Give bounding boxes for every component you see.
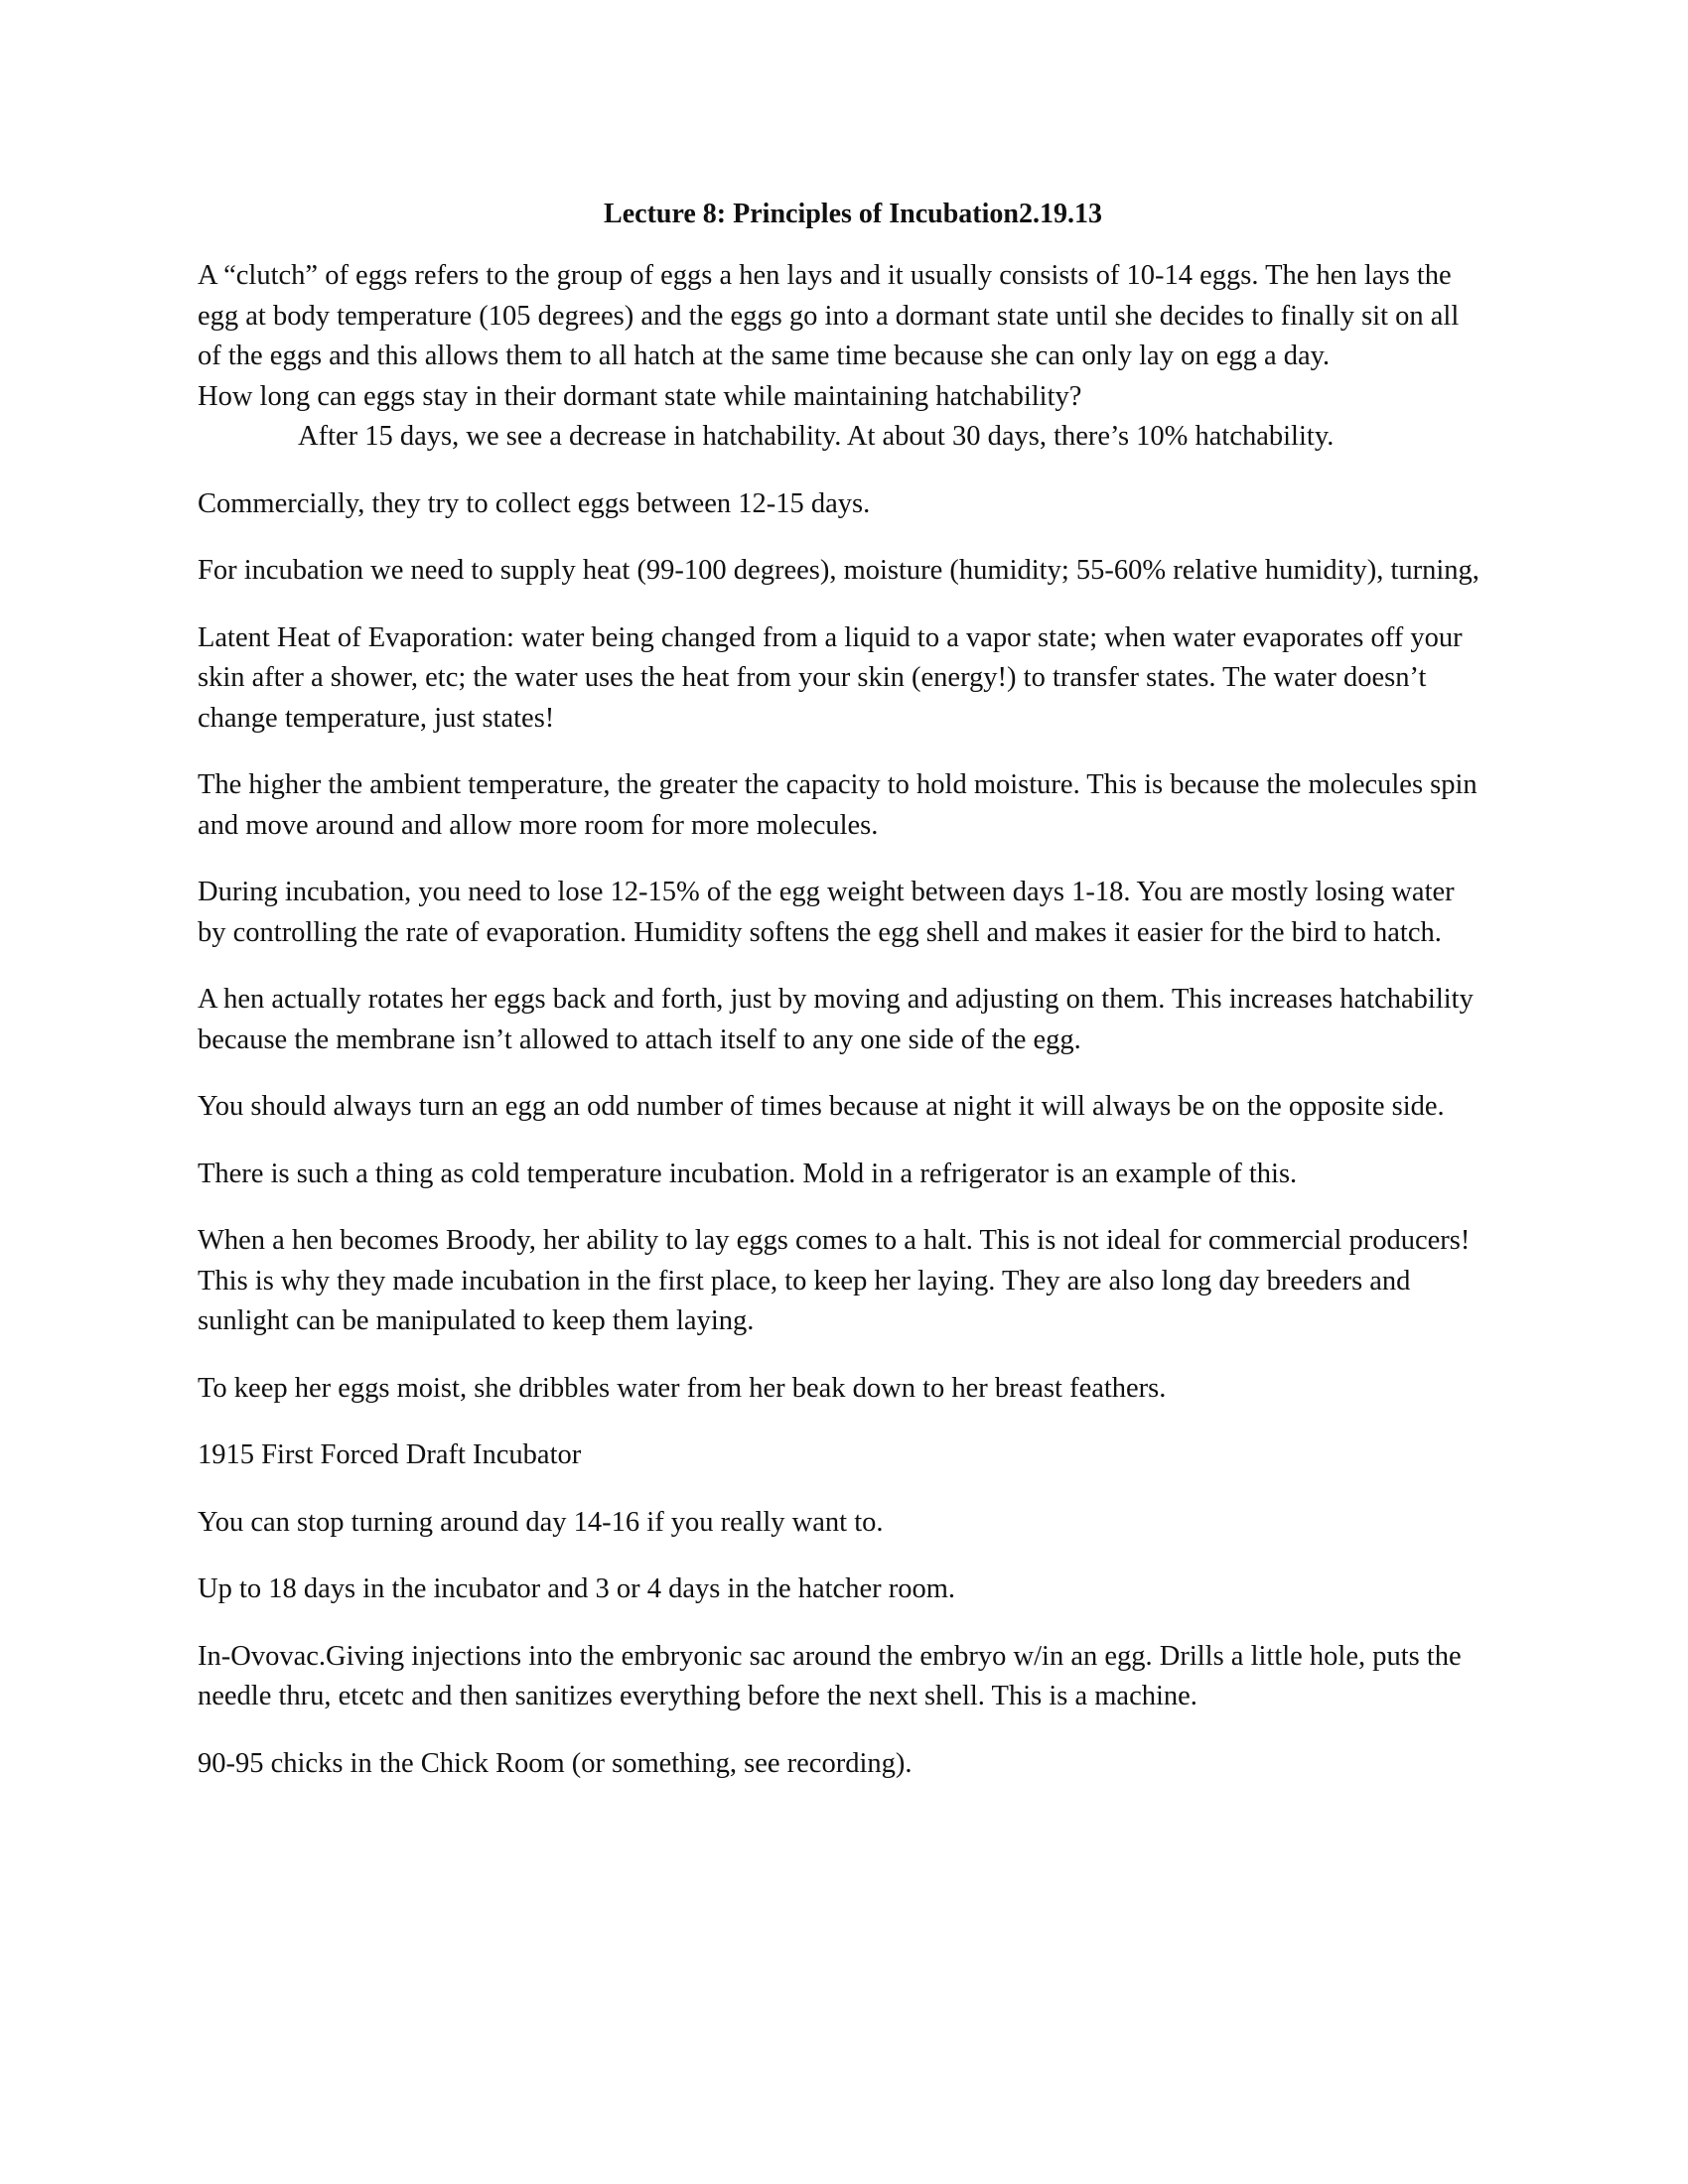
paragraph-incubation-needs: For incubation we need to supply heat (99-100 degrees), moisture (humidity; 55-60% relative humidity), turning,	[198, 555, 1479, 586]
paragraph-cold-incubation: There is such a thing as cold temperature incubation. Mold in a refrigerator is an example of this.	[198, 1158, 1298, 1189]
paragraph-rotation: A hen actually rotates her eggs back and forth, just by moving and adjusting on them. This increases hatchability because the membrane isn’t allowed to attach itself to any one side of the egg.	[198, 984, 1474, 1055]
paragraph-moisture: To keep her eggs moist, she dribbles water from her beak down to her breast feathers.	[198, 1372, 1167, 1404]
document-page	[198, 195, 1488, 1811]
paragraph-weight-loss: During incubation, you need to lose 12-15% of the egg weight between days 1-18. You are mostly losing water by controlling the rate of evaporation. Humidity softens the egg shell and makes it easier for the bird to hatch.	[198, 877, 1455, 948]
document-title: Lecture 8: Principles of Incubation2.19.13	[604, 199, 1102, 229]
paragraph-odd-turns: You should always turn an egg an odd number of times because at night it will always be on the opposite side.	[198, 1091, 1445, 1122]
paragraph-hatcher-room: Up to 18 days in the incubator and 3 or 4 days in the hatcher room.	[198, 1573, 955, 1604]
paragraph-answer: After 15 days, we see a decrease in hatchability. At about 30 days, there’s 10% hatchability.	[298, 421, 1335, 452]
paragraph-clutch: A “clutch” of eggs refers to the group of eggs a hen lays and it usually consists of 10-14 eggs. The hen lays the egg at body temperature (105 degrees) and the eggs go into a dormant state until she decides to finally sit on all of the eggs and this allows them to all hatch at the same time because she can only lay on egg a day.	[198, 260, 1460, 371]
paragraph-commercial: Commercially, they try to collect eggs between 12-15 days.	[198, 487, 871, 519]
paragraph-1915: 1915 First Forced Draft Incubator	[198, 1439, 582, 1470]
paragraph-chick-room: 90-95 chicks in the Chick Room (or something, see recording).	[198, 1747, 913, 1779]
paragraph-stop-turning: You can stop turning around day 14-16 if you really want to.	[198, 1506, 884, 1538]
paragraph-latent-heat: Latent Heat of Evaporation: water being changed from a liquid to a vapor state; when water evaporates off your skin after a shower, etc; the water uses the heat from your skin (energy!) to transfer states. The water doesn’t change temperature, just states!	[198, 621, 1463, 734]
paragraph-in-ovovac: In-Ovovac.Giving injections into the embryonic sac around the embryo w/in an egg. Drills a little hole, puts the needle thru, etcetc and then sanitizes everything before the next shell. This is a machine.	[198, 1640, 1462, 1711]
paragraph-question: How long can eggs stay in their dormant state while maintaining hatchability?	[198, 380, 1082, 412]
paragraph-ambient-temperature: The higher the ambient temperature, the greater the capacity to hold moisture. This is because the molecules spin and move around and allow more room for more molecules.	[198, 769, 1477, 841]
paragraph-broody: When a hen becomes Broody, her ability to lay eggs comes to a halt. This is not ideal for commercial producers! This is why they made incubation in the first place, to keep her laying. They are also long day breeders and sunlight can be manipulated to keep them laying.	[198, 1225, 1471, 1336]
